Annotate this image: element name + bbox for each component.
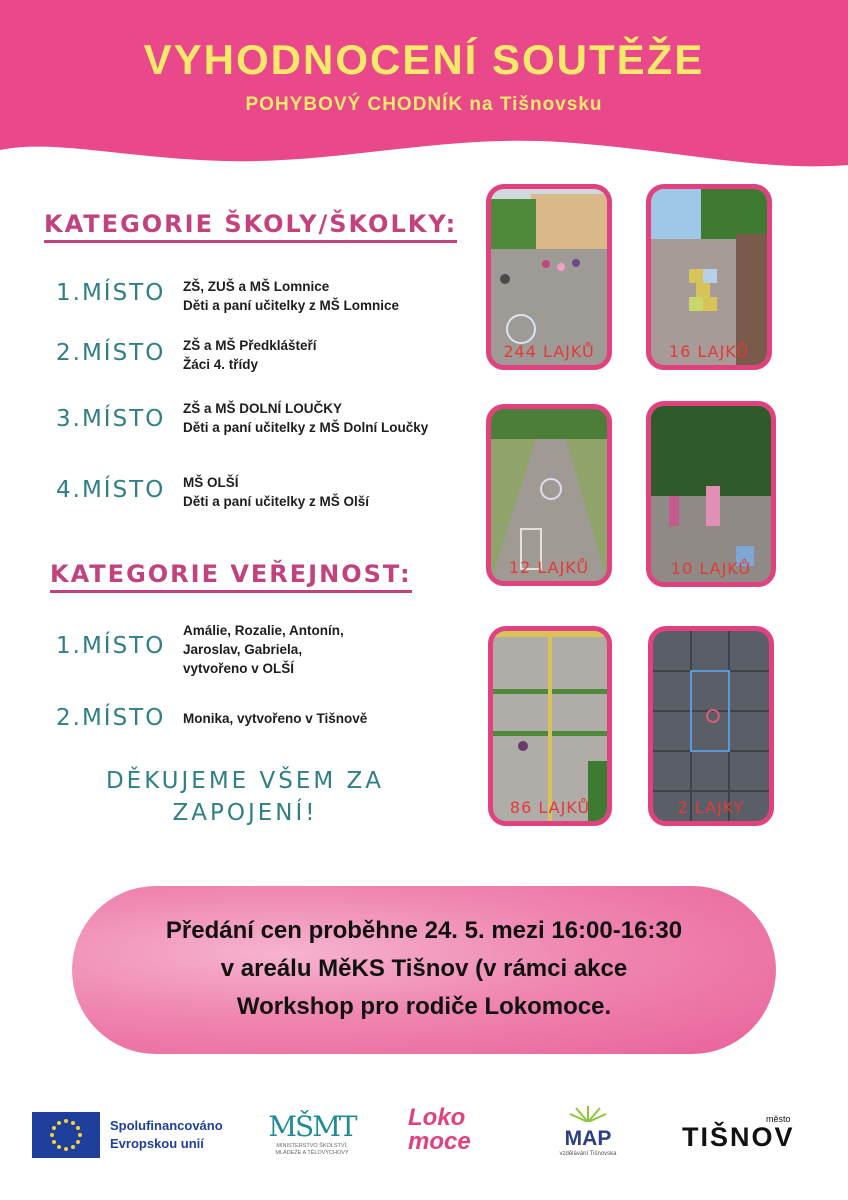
award-banner-line2: v areálu MěKS Tišnov (v rámci akce: [220, 955, 628, 982]
photo-dolni-loucky-image: [491, 409, 607, 581]
schools-place-3: 3.MÍSTO: [56, 406, 166, 432]
photo-olsi-likes: 10 LAJKŮ: [670, 559, 752, 578]
schools-entry-1-line1: ZŠ, ZUŠ a MŠ Lomnice: [183, 279, 330, 294]
tisnov-small: město: [766, 1114, 791, 1124]
eu-cofinanced-text: [110, 1117, 223, 1153]
schools-entry-1-line2: Děti a paní učitelky z MŠ Lomnice: [183, 298, 400, 313]
photo-dolni-loucky-likes: 12 LAJKŮ: [508, 558, 590, 577]
schools-place-2: 2.MÍSTO: [56, 340, 166, 366]
msmt-mark: MŠMT: [268, 1110, 356, 1143]
photo-olsi: [646, 401, 776, 587]
schools-entry-3-line1: ZŠ a MŠ DOLNÍ LOUČKY: [183, 401, 343, 416]
photo-tisnov-image: [653, 631, 769, 821]
public-entry-2-line1: Monika, vytvořeno v Tišnově: [183, 711, 368, 726]
photo-tisnov: [648, 626, 774, 826]
page-subtitle: POHYBOVÝ CHODNÍK na Tišnovsku: [245, 94, 603, 115]
public-entry-1: [183, 621, 473, 678]
thanks-line1: DĚKUJEME VŠEM ZA: [105, 768, 385, 794]
schools-entry-2-line2: Žáci 4. třídy: [183, 357, 259, 372]
photo-predklasteri: [646, 184, 772, 370]
thanks-line2: ZAPOJENÍ!: [172, 800, 318, 826]
thanks-message: [90, 765, 400, 829]
msmt-line1: MINISTERSTVO ŠKOLSTVÍ,: [276, 1143, 348, 1149]
photo-public-olsi-image: [493, 631, 607, 821]
schools-place-4: 4.MÍSTO: [56, 477, 166, 503]
msmt-logo: [262, 1110, 362, 1157]
public-entry-1-line2: Jaroslav, Gabriela,: [183, 642, 303, 657]
map-sun-icon: [566, 1104, 610, 1122]
photo-predklasteri-image: [651, 189, 767, 365]
photo-dolni-loucky: [486, 404, 612, 586]
schools-entry-1: [183, 277, 473, 315]
eu-flag-logo: [32, 1112, 100, 1158]
tisnov-logo: [682, 1114, 795, 1153]
page-title: VYHODNOCENÍ SOUTĚŽE: [143, 36, 705, 83]
schools-entry-3: [183, 399, 473, 437]
public-entry-1-line3: vytvořeno v OLŠÍ: [183, 661, 295, 676]
photo-predklasteri-likes: 16 LAJKŮ: [668, 342, 750, 361]
photo-lomnice: [486, 184, 612, 370]
photo-public-olsi-likes: 86 LAJKŮ: [509, 798, 591, 817]
schools-entry-2: [183, 336, 473, 374]
photo-tisnov-likes: 2 LAJKY: [677, 798, 745, 817]
photo-lomnice-likes: 244 LAJKŮ: [503, 342, 595, 361]
award-banner: [72, 912, 776, 1026]
schools-entry-2-line1: ZŠ a MŠ Předklášteří: [183, 338, 317, 353]
photo-public-olsi: [488, 626, 612, 826]
schools-entry-4: [183, 473, 473, 511]
award-banner-line3: Workshop pro rodiče Lokomoce.: [236, 993, 612, 1020]
schools-entry-3-line2: Děti a paní učitelky z MŠ Dolní Loučky: [183, 420, 429, 435]
map-word: MAP: [564, 1127, 612, 1150]
photo-olsi-image: [651, 406, 771, 582]
category-public-heading: KATEGORIE VEŘEJNOST:: [50, 560, 412, 593]
schools-entry-4-line2: Děti a paní učitelky z MŠ Olší: [183, 494, 370, 509]
photo-lomnice-image: [491, 189, 607, 365]
eu-stars-icon: [32, 1112, 100, 1158]
public-entry-1-line1: Amálie, Rozalie, Antonín,: [183, 623, 344, 638]
schools-place-1: 1.MÍSTO: [56, 280, 166, 306]
lokomoce-line2: moce: [408, 1128, 471, 1155]
award-banner-line1: Předání cen proběhne 24. 5. mezi 16:00-16:30: [165, 917, 683, 944]
lokomoce-line1: Loko: [408, 1104, 466, 1131]
msmt-line2: MLÁDEŽE A TĚLOVÝCHOVY: [275, 1150, 349, 1156]
public-place-2: 2.MÍSTO: [56, 705, 166, 731]
map-subtitle: vzdělávání Tišnovska: [559, 1151, 617, 1157]
eu-line2: Evropskou unií: [110, 1136, 204, 1151]
lokomoce-logo: [408, 1106, 471, 1154]
tisnov-big: TIŠNOV: [682, 1122, 795, 1152]
header-background: [0, 0, 848, 175]
public-entry-2: [183, 709, 473, 728]
category-schools-heading: KATEGORIE ŠKOLY/ŠKOLKY:: [44, 210, 457, 243]
public-place-1: 1.MÍSTO: [56, 633, 166, 659]
schools-entry-4-line1: MŠ OLŠÍ: [183, 475, 239, 490]
eu-line1: Spolufinancováno: [110, 1118, 223, 1133]
map-logo: [556, 1104, 620, 1157]
